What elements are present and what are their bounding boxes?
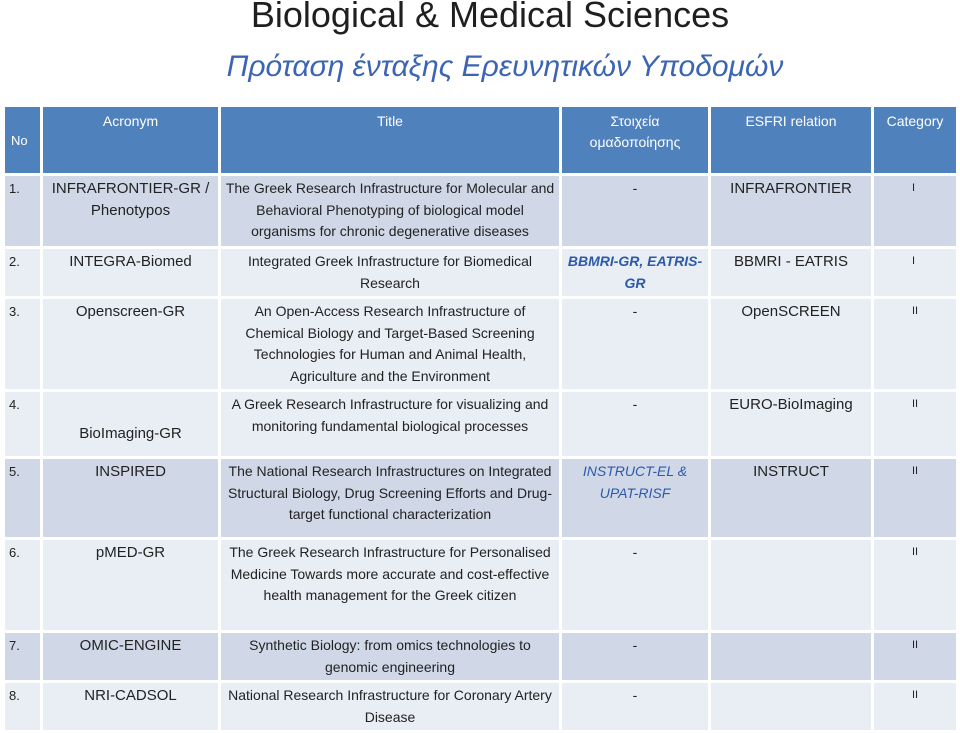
row-title: The Greek Research Infrastructure for Personalised Medicine Towards more accurate and cost-effective health management for the Greek citizen — [221, 540, 559, 630]
table-row — [5, 249, 956, 296]
row-esfri: OpenSCREEN — [711, 299, 871, 389]
row-title: Synthetic Biology: from omics technologies to genomic engineering — [221, 633, 559, 680]
row-grouping: - — [562, 392, 708, 456]
row-title: A Greek Research Infrastructure for visualizing and monitoring fundamental biological processes — [221, 392, 559, 456]
row-no: 6. — [5, 540, 40, 630]
row-esfri: BBMRI - EATRIS — [711, 249, 871, 296]
row-no: 3. — [5, 299, 40, 389]
row-category: II — [874, 540, 956, 630]
row-esfri — [711, 540, 871, 630]
row-acronym: pMED-GR — [43, 540, 218, 630]
row-category: I — [874, 249, 956, 296]
page-title: Biological & Medical Sciences — [250, 0, 730, 35]
table-row — [5, 633, 956, 680]
header-esfri: ESFRI relation — [711, 107, 871, 173]
row-no: 8. — [5, 683, 40, 730]
row-grouping: - — [562, 683, 708, 730]
table-row — [5, 392, 956, 456]
row-no: 4. — [5, 392, 40, 456]
row-category: II — [874, 299, 956, 389]
header-acronym: Acronym — [43, 107, 218, 173]
row-no: 5. — [5, 459, 40, 537]
page-subtitle: Πρόταση ένταξης Ερευνητικών Υποδομών — [226, 50, 784, 83]
row-category: II — [874, 633, 956, 680]
infrastructure-table — [2, 104, 959, 733]
row-acronym: INTEGRA-Biomed — [43, 249, 218, 296]
row-grouping: - — [562, 540, 708, 630]
row-acronym: NRI-CADSOL — [43, 683, 218, 730]
header-category: Category — [874, 107, 956, 173]
row-category: I — [874, 176, 956, 246]
row-acronym: INFRAFRONTIER-GR / Phenotypos — [43, 176, 218, 246]
row-title: National Research Infrastructure for Coronary Artery Disease — [221, 683, 559, 730]
row-esfri — [711, 683, 871, 730]
row-title: Integrated Greek Infrastructure for Biomedical Research — [221, 249, 559, 296]
row-no: 7. — [5, 633, 40, 680]
row-grouping: BBMRI-GR, EATRIS-GR — [562, 249, 708, 296]
header-title: Title — [221, 107, 559, 173]
table-row — [5, 683, 956, 730]
row-esfri — [711, 633, 871, 680]
row-acronym: Openscreen-GR — [43, 299, 218, 389]
row-esfri: INFRAFRONTIER — [711, 176, 871, 246]
table-row — [5, 176, 956, 246]
row-acronym: OMIC-ENGINE — [43, 633, 218, 680]
table-row — [5, 299, 956, 389]
header-grouping: Στοιχεία ομαδοποίησης — [562, 107, 708, 173]
row-grouping: INSTRUCT-EL & UPAT-RISF — [562, 459, 708, 537]
row-title: An Open-Access Research Infrastructure of Chemical Biology and Target-Based Screening Technologies for Human and Animal Health, Agriculture and the Environment — [221, 299, 559, 389]
table-row — [5, 540, 956, 630]
table-header-row — [5, 107, 956, 173]
row-esfri: INSTRUCT — [711, 459, 871, 537]
row-no: 1. — [5, 176, 40, 246]
row-grouping: - — [562, 299, 708, 389]
row-acronym: BioImaging-GR — [43, 392, 218, 456]
table-row — [5, 459, 956, 537]
row-title: The Greek Research Infrastructure for Molecular and Behavioral Phenotyping of biological model organisms for chronic degenerative diseases — [221, 176, 559, 246]
row-grouping: - — [562, 633, 708, 680]
row-category: II — [874, 459, 956, 537]
row-category: II — [874, 392, 956, 456]
row-acronym: INSPIRED — [43, 459, 218, 537]
row-grouping: - — [562, 176, 708, 246]
row-no: 2. — [5, 249, 40, 296]
header-no: No — [5, 107, 40, 173]
row-esfri: EURO-BioImaging — [711, 392, 871, 456]
row-title: The National Research Infrastructures on Integrated Structural Biology, Drug Screening Efforts and Drug-target functional characterization — [221, 459, 559, 537]
row-category: II — [874, 683, 956, 730]
